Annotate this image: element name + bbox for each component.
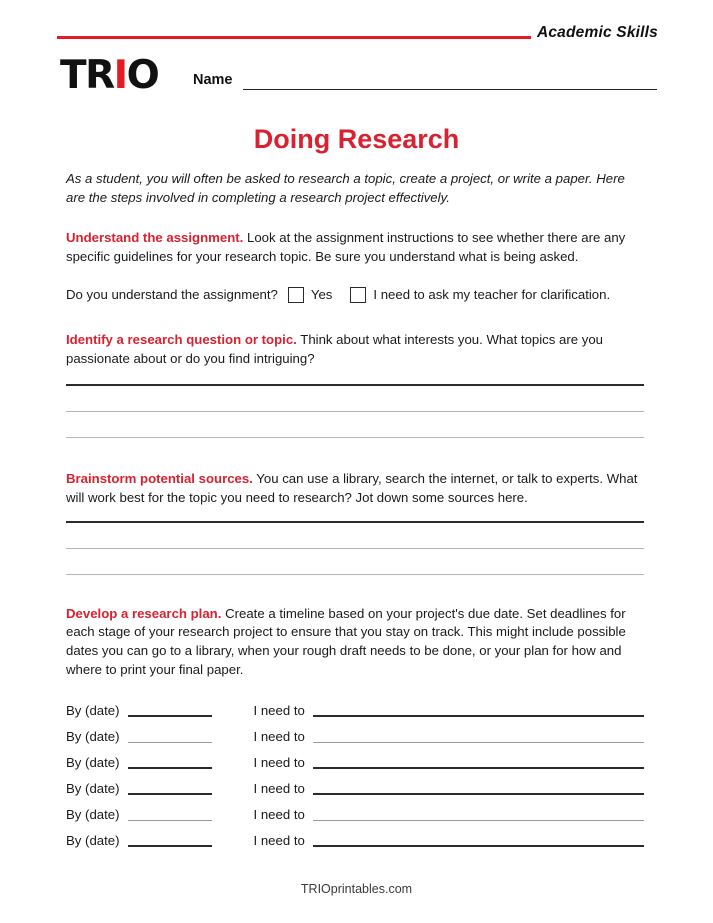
line-spacer — [66, 549, 644, 574]
plan-i-need-to-label: I need to — [253, 833, 305, 849]
section-4-heading: Develop a research plan. — [66, 605, 222, 621]
section-1-heading: Understand the assignment. — [66, 230, 244, 246]
plan-by-date-label: By (date) — [66, 833, 120, 849]
writing-line[interactable] — [66, 574, 644, 575]
plan-by-date-label: By (date) — [66, 755, 120, 771]
plan-date-input-line[interactable] — [128, 845, 212, 846]
plan-task-input-line[interactable] — [313, 845, 644, 846]
section-2-paragraph — [66, 331, 644, 368]
plan-date-input-line[interactable] — [128, 820, 212, 821]
intro-paragraph: As a student, you will often be asked to research a topic, create a project, or write a paper. Here are the steps involved in completing a research project effectively. — [66, 171, 625, 205]
page-header — [0, 0, 713, 112]
footer-site-label: TRIOprintables.com — [300, 882, 413, 896]
section-understand-assignment — [66, 229, 644, 302]
name-label: Name — [193, 72, 233, 88]
section-identify-question — [66, 331, 644, 438]
plan-by-date-label: By (date) — [66, 729, 120, 745]
plan-row — [66, 748, 644, 774]
plan-task-input-line[interactable] — [313, 742, 644, 743]
line-spacer — [66, 412, 644, 437]
section-4-paragraph — [66, 605, 644, 680]
plan-date-input-line[interactable] — [128, 793, 212, 794]
plan-i-need-to-label: I need to — [253, 729, 305, 745]
section-3-body: You can use a library, search the internet, or talk to experts. What will work best for the topic you need to research? Jot down some sources here. — [66, 470, 638, 505]
research-plan-table — [66, 696, 644, 852]
header-red-rule — [57, 36, 531, 39]
plan-task-input-line[interactable] — [313, 767, 644, 768]
plan-task-input-line[interactable] — [313, 820, 644, 821]
section-develop-plan — [66, 605, 644, 852]
assignment-understanding-question: Do you understand the assignment? — [66, 287, 278, 303]
plan-row — [66, 722, 644, 748]
plan-row — [66, 826, 644, 852]
worksheet-content — [66, 170, 644, 852]
name-field-row — [193, 72, 663, 96]
checkbox-yes-label: Yes — [310, 287, 333, 303]
plan-date-input-line[interactable] — [128, 715, 212, 716]
line-spacer — [66, 386, 644, 411]
plan-date-input-line[interactable] — [128, 767, 212, 768]
plan-task-input-line[interactable] — [313, 715, 644, 716]
section-2-heading: Identify a research question or topic. — [66, 331, 297, 347]
logo-letter-i: I — [113, 53, 127, 98]
brainstorm-sources-writing-lines — [66, 521, 644, 574]
logo-text-after: O — [126, 53, 159, 98]
plan-row — [66, 774, 644, 800]
checkbox-need-clarification-label: I need to ask my teacher for clarification. — [373, 287, 611, 303]
section-3-heading: Brainstorm potential sources. — [66, 470, 253, 486]
worksheet-category-label: Academic Skills — [536, 24, 658, 41]
section-brainstorm-sources — [66, 470, 644, 575]
page-title: Doing Research — [253, 124, 460, 154]
checkbox-need-clarification[interactable] — [350, 287, 366, 303]
plan-by-date-label: By (date) — [66, 807, 120, 823]
line-spacer — [66, 523, 644, 548]
plan-i-need-to-label: I need to — [253, 755, 305, 771]
writing-line[interactable] — [66, 437, 644, 438]
checkbox-yes[interactable] — [288, 287, 304, 303]
section-4-body: Create a timeline based on your project's due date. Set deadlines for each stage of your research project to ensure that you stay on track. This might include possible dates you can go to a library, when your rough draft needs to be done, or your plan for how and where to print your final paper. — [66, 605, 626, 677]
plan-i-need-to-label: I need to — [253, 703, 305, 719]
identify-question-writing-lines — [66, 384, 644, 437]
trio-logo — [60, 53, 159, 98]
plan-row — [66, 800, 644, 826]
plan-row — [66, 696, 644, 722]
name-input-line[interactable] — [243, 89, 657, 90]
section-2-body: Think about what interests you. What topics are you passionate about or do you find intriguing? — [66, 331, 604, 366]
plan-task-input-line[interactable] — [313, 793, 644, 794]
section-1-body: Look at the assignment instructions to see whether there are any specific guidelines for your research topic. Be sure you understand what is being asked. — [66, 230, 626, 265]
section-1-paragraph — [66, 229, 644, 266]
plan-by-date-label: By (date) — [66, 703, 120, 719]
plan-date-input-line[interactable] — [128, 742, 212, 743]
plan-i-need-to-label: I need to — [253, 807, 305, 823]
plan-i-need-to-label: I need to — [253, 781, 305, 797]
section-3-paragraph — [66, 470, 644, 507]
plan-by-date-label: By (date) — [66, 781, 120, 797]
logo-text-before: TR — [60, 53, 114, 98]
assignment-understanding-question-row — [66, 287, 644, 303]
